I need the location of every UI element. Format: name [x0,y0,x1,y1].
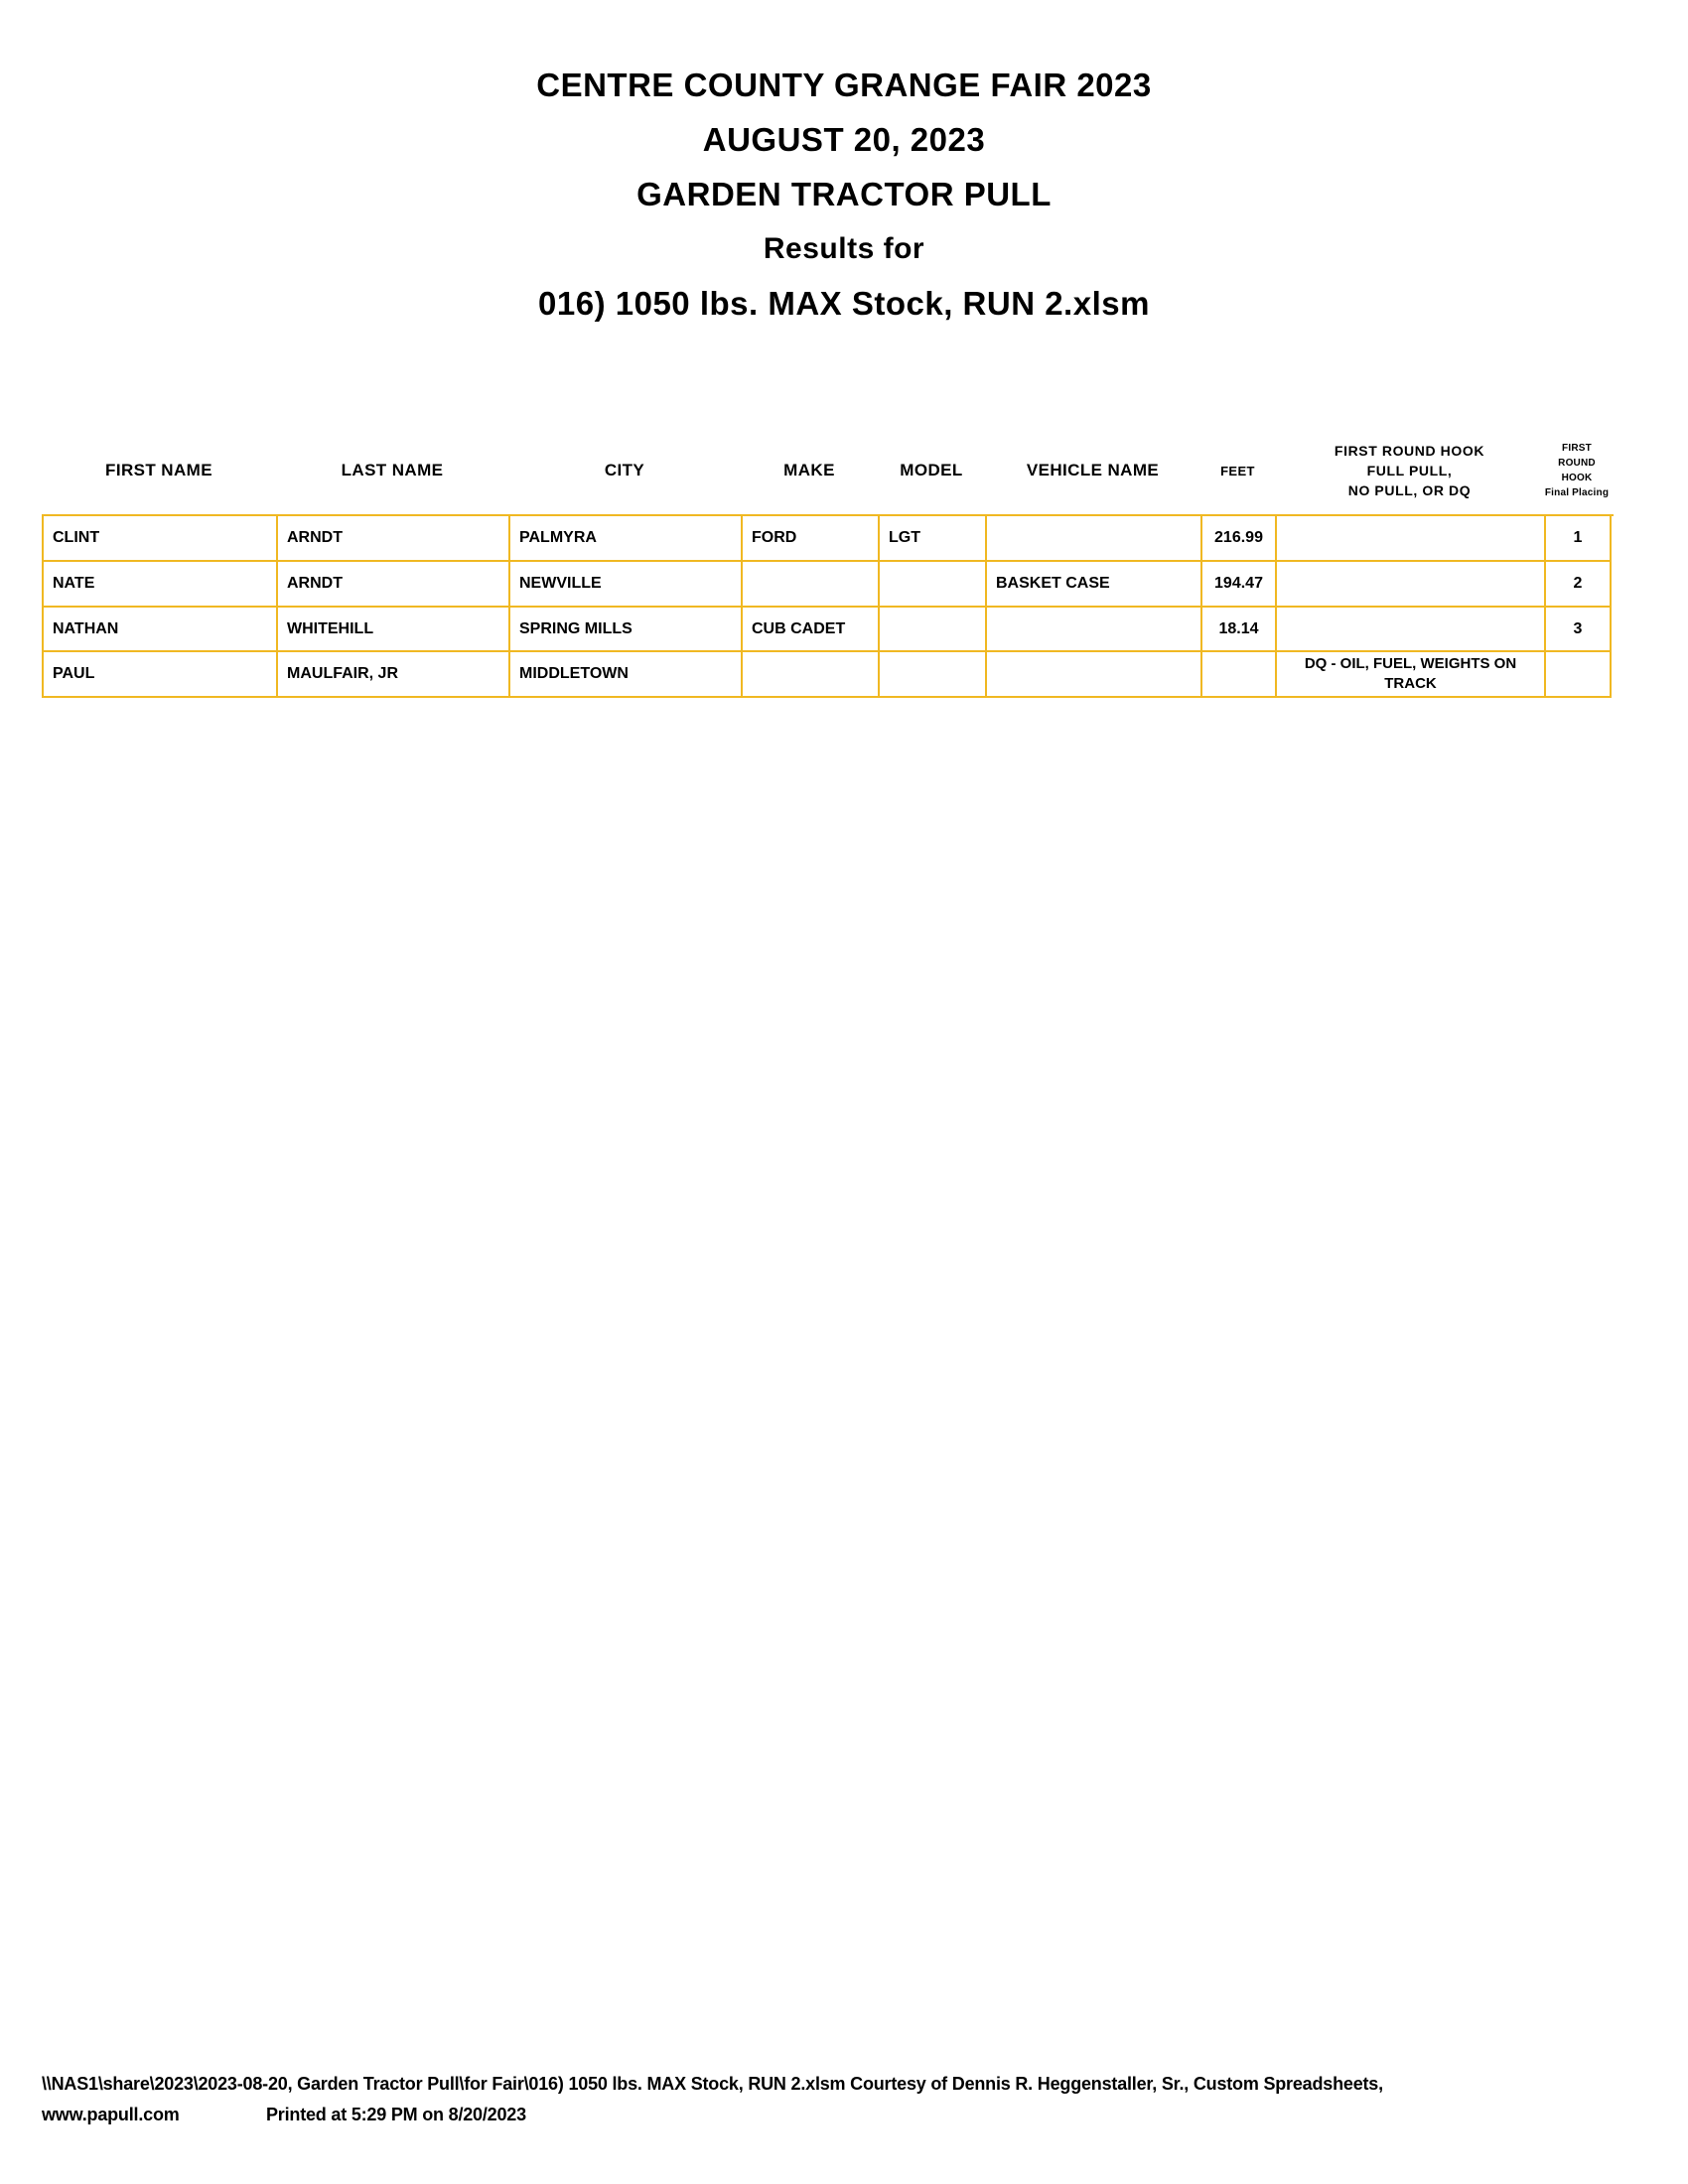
cell-city: NEWVILLE [510,562,743,608]
cell-vehicle-name [987,652,1202,698]
header-final-placing-line3: Final Placing [1544,487,1610,498]
cell-hook-result: DQ - OIL, FUEL, WEIGHTS ON TRACK [1277,652,1546,698]
cell-vehicle-name [987,608,1202,652]
cell-make [743,562,880,608]
cell-hook-result [1277,562,1546,608]
page-title-class-file: 016) 1050 lbs. MAX Stock, RUN 2.xlsm [538,285,1150,322]
cell-placing [1546,652,1612,698]
title-block [0,58,1688,331]
cell-last-name: ARNDT [278,562,510,608]
cell-placing: 1 [1546,516,1612,562]
cell-last-name: MAULFAIR, JR [278,652,510,698]
header-last-name: LAST NAME [341,461,444,479]
cell-city: MIDDLETOWN [510,652,743,698]
cell-hook-result [1277,516,1546,562]
header-first-name: FIRST NAME [105,461,212,479]
cell-placing: 2 [1546,562,1612,608]
cell-vehicle-name: BASKET CASE [987,562,1202,608]
header-final-placing-line1: FIRST ROUND [1558,443,1596,469]
cell-model [880,652,987,698]
cell-model [880,562,987,608]
cell-model [880,608,987,652]
cell-hook-result [1277,608,1546,652]
page-title-results-for: Results for [763,232,925,265]
cell-first-name: CLINT [44,516,278,562]
header-feet: FEET [1220,463,1255,478]
cell-first-name: PAUL [44,652,278,698]
cell-first-name: NATE [44,562,278,608]
cell-last-name: WHITEHILL [278,608,510,652]
cell-make: CUB CADET [743,608,880,652]
cell-first-name: NATHAN [44,608,278,652]
header-final-placing [1544,441,1610,500]
page-title-date: AUGUST 20, 2023 [702,121,986,158]
cell-placing: 3 [1546,608,1612,652]
page-title-event: CENTRE COUNTY GRANGE FAIR 2023 [536,67,1152,103]
page-title-contest: GARDEN TRACTOR PULL [636,176,1052,212]
cell-make: FORD [743,516,880,562]
footer-website: www.papull.com [42,2105,180,2124]
cell-feet: 18.14 [1202,608,1277,652]
cell-vehicle-name [987,516,1202,562]
header-model: MODEL [900,461,963,479]
table-body [42,514,1614,698]
header-first-round-hook-line3: NO PULL, OR DQ [1347,482,1472,498]
results-table [42,427,1614,698]
table-header-row [42,427,1614,514]
cell-city: PALMYRA [510,516,743,562]
cell-feet [1202,652,1277,698]
header-make: MAKE [783,461,835,479]
cell-last-name: ARNDT [278,516,510,562]
cell-model: LGT [880,516,987,562]
footer-printed-timestamp: Printed at 5:29 PM on 8/20/2023 [266,2105,526,2124]
header-first-round-hook-line1: FIRST ROUND HOOK [1334,443,1485,459]
header-final-placing-line2: HOOK [1561,473,1593,483]
cell-make [743,652,880,698]
header-first-round-hook [1275,441,1544,500]
footer-file-path: \\NAS1\share\2023\2023-08-20, Garden Tractor Pull\for Fair\016) 1050 lbs. MAX Stock, RUN 2.xlsm Courtesy of Dennis R. Heggenstaller, Sr., Custom Spreadsheets, [42,2074,1383,2094]
cell-feet: 194.47 [1202,562,1277,608]
page-footer [42,2069,1670,2130]
header-city: CITY [604,461,645,479]
header-vehicle-name: VEHICLE NAME [1026,461,1160,479]
header-first-round-hook-line2: FULL PULL, [1366,463,1453,478]
cell-feet: 216.99 [1202,516,1277,562]
footer-second-line [42,2100,1670,2130]
cell-city: SPRING MILLS [510,608,743,652]
